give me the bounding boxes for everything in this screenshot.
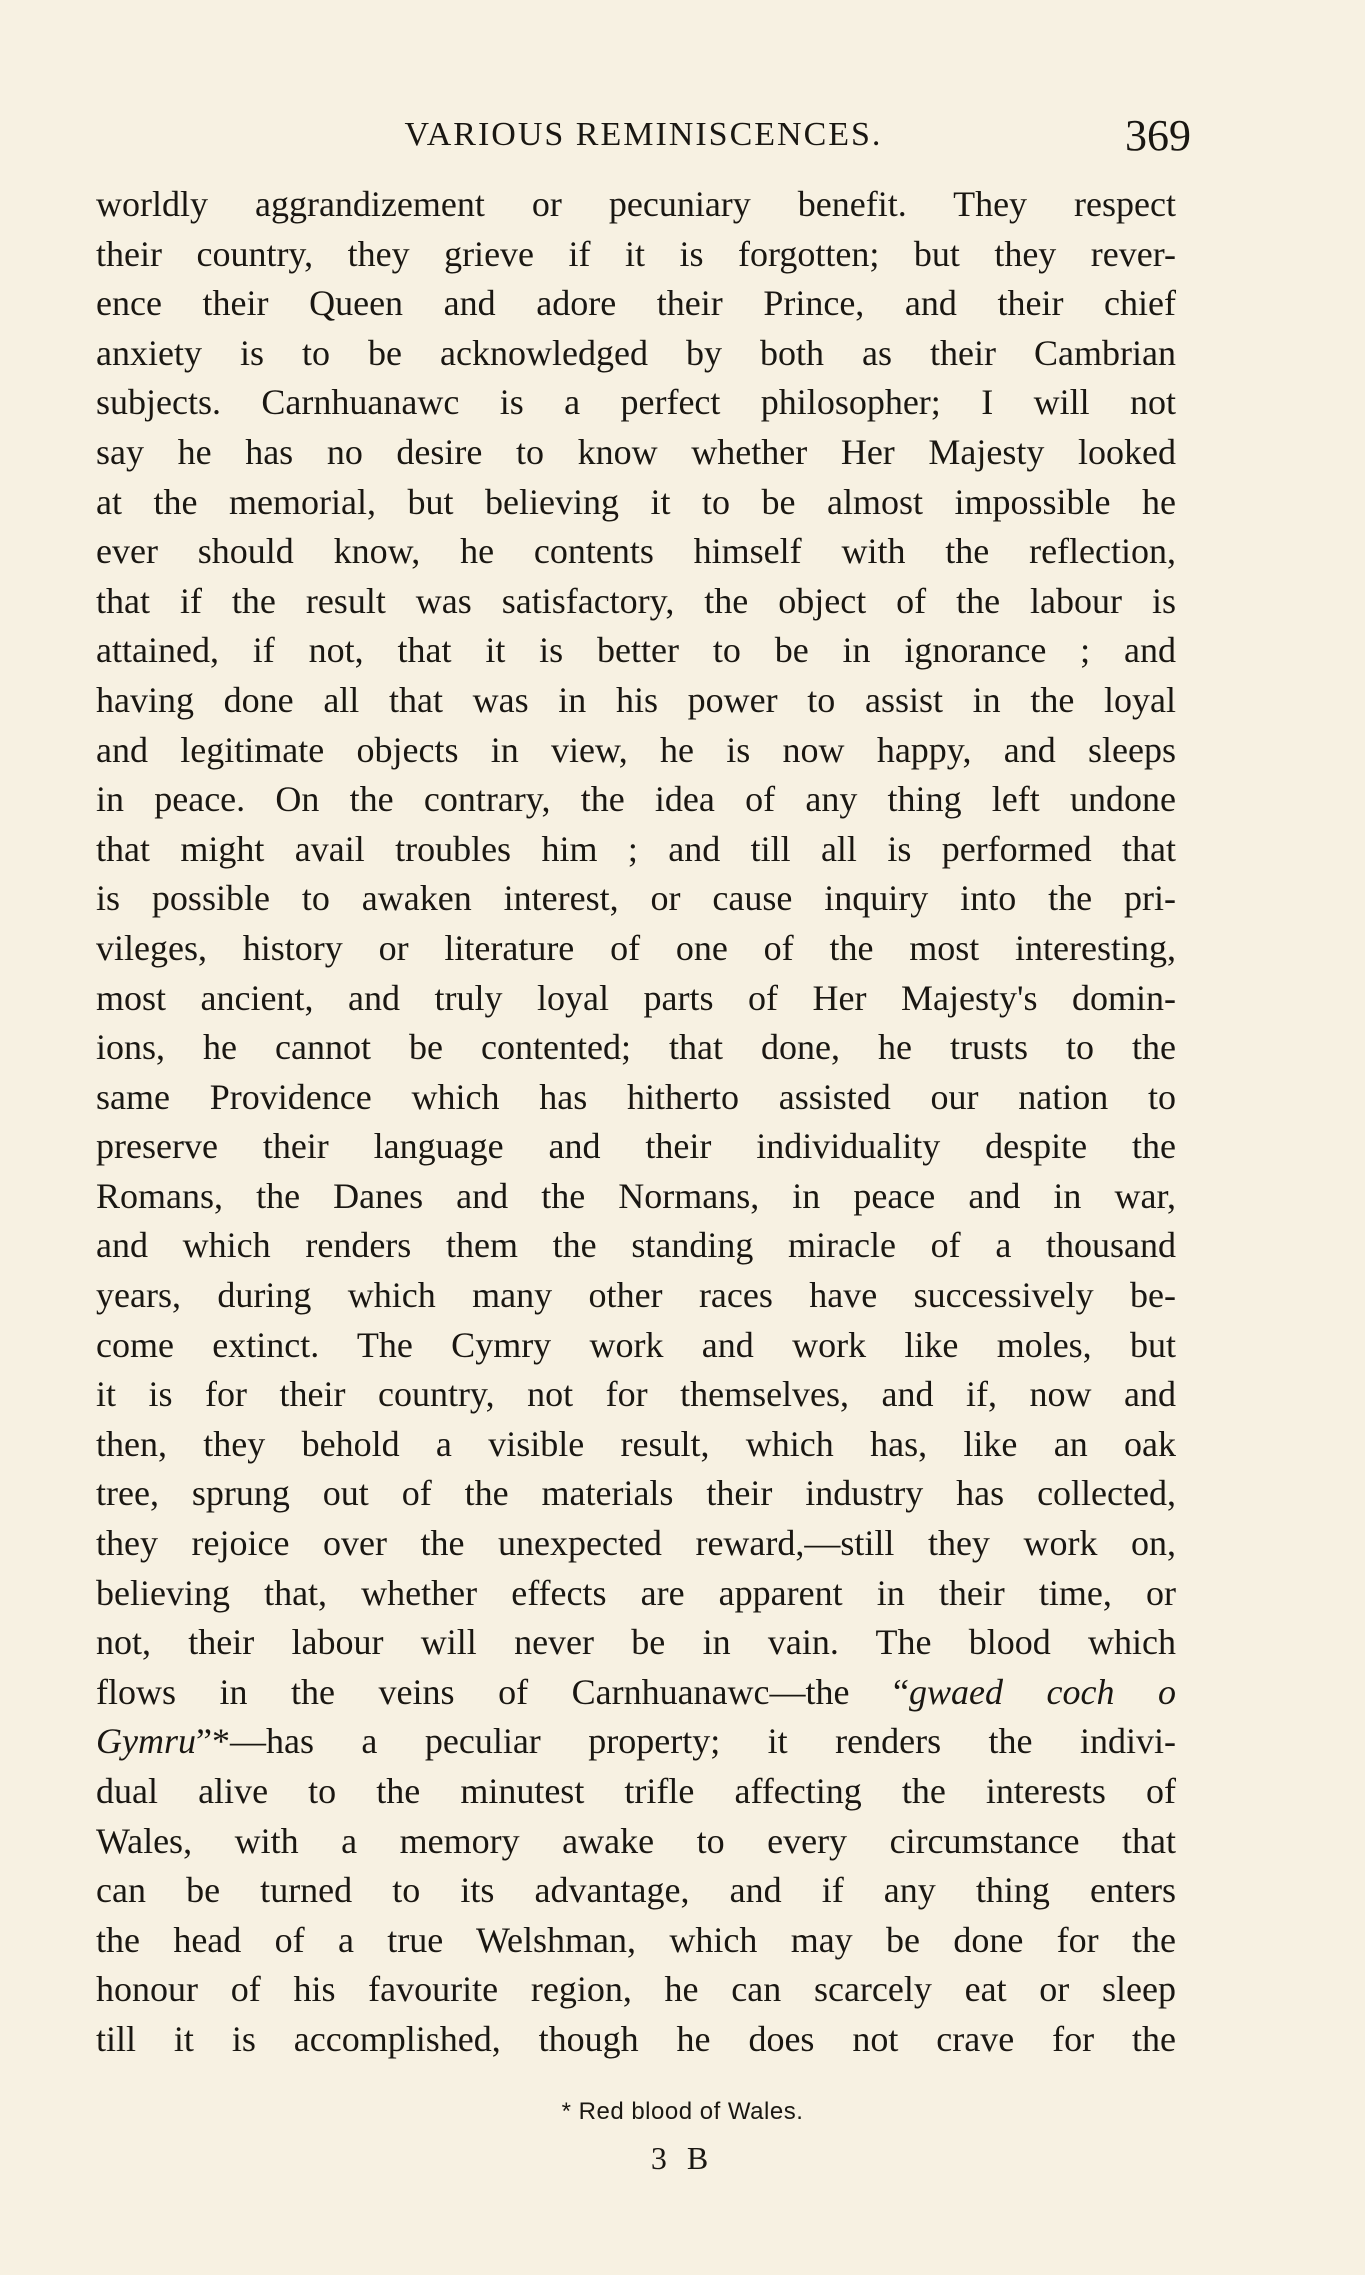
text-line: at the memorial, but believing it to be almost impossible he: [96, 481, 1176, 522]
running-head: VARIOUS REMINISCENCES.: [404, 116, 883, 153]
text-line: till it is accomplished, though he does not crave for the: [96, 2018, 1176, 2059]
text-line: preserve their language and their individuality despite the: [96, 1126, 1176, 1167]
text-line: come extinct. The Cymry work and work like moles, but: [96, 1324, 1176, 1365]
text-line: ions, he cannot be contented; that done, he trusts to the: [96, 1027, 1176, 1068]
text-fragment: ”*—has a peculiar property; it renders the indivi-: [195, 1721, 1176, 1762]
signature-mark: 3 B: [650, 2140, 715, 2176]
text-line: the head of a true Welshman, which may be done for the: [96, 1919, 1176, 1960]
text-line: honour of his favourite region, he can scarcely eat or sleep: [96, 1969, 1176, 2010]
text-line: ever should know, he contents himself with the reflection,: [96, 531, 1176, 572]
text-line: Wales, with a memory awake to every circumstance that: [96, 1820, 1176, 1861]
italic-welsh-phrase: gwaed coch o: [908, 1671, 1176, 1712]
text-line: in peace. On the contrary, the idea of any thing left undone: [96, 779, 1176, 820]
text-line: that might avail troubles him ; and till all is performed that: [96, 828, 1176, 869]
body-text: [96, 180, 1176, 2065]
text-line: it is for their country, not for themselves, and if, now and: [96, 1374, 1176, 1415]
text-line: can be turned to its advantage, and if any thing enters: [96, 1870, 1176, 1911]
text-fragment: flows in the veins of Carnhuanawc—the “: [96, 1671, 909, 1712]
text-line: vileges, history or literature of one of the most interesting,: [96, 927, 1176, 968]
text-line: years, during which many other races have successively be-: [96, 1275, 1176, 1316]
text-line: dual alive to the minutest trifle affecting the interests of: [96, 1771, 1176, 1811]
italic-welsh-phrase: Gymru: [96, 1721, 196, 1762]
text-line: attained, if not, that it is better to be in ignorance ; and: [96, 630, 1176, 671]
page-header: [96, 110, 1191, 170]
page-number: 369: [1125, 111, 1191, 160]
text-line: tree, sprung out of the materials their industry has collected,: [96, 1473, 1176, 1514]
text-line: that if the result was satisfactory, the object of the labour is: [96, 580, 1176, 621]
text-line: their country, they grieve if it is forgotten; but they rever-: [96, 233, 1176, 274]
text-line: subjects. Carnhuanawc is a perfect philosopher; I will not: [96, 382, 1176, 423]
text-line: and legitimate objects in view, he is now happy, and sleeps: [96, 729, 1176, 770]
text-line: worldly aggrandizement or pecuniary benefit. They respect: [96, 184, 1176, 224]
text-line: they rejoice over the unexpected reward,—still they work on,: [96, 1523, 1176, 1564]
text-line: anxiety is to be acknowledged by both as their Cambrian: [96, 332, 1176, 373]
text-line: same Providence which has hitherto assisted our nation to: [96, 1076, 1176, 1117]
text-line: Romans, the Danes and the Normans, in peace and in war,: [96, 1175, 1176, 1216]
text-line: and which renders them the standing miracle of a thousand: [96, 1225, 1176, 1266]
text-line: most ancient, and truly loyal parts of Her Majesty's domin-: [96, 977, 1176, 1018]
text-line: [96, 1717, 1176, 1767]
text-line: [96, 1668, 1176, 1718]
text-line: say he has no desire to know whether Her Majesty looked: [96, 431, 1176, 472]
text-line: ence their Queen and adore their Prince, and their chief: [96, 283, 1176, 324]
text-line: then, they behold a visible result, which has, like an oak: [96, 1423, 1176, 1464]
text-line: having done all that was in his power to assist in the loyal: [96, 679, 1176, 720]
text-line: believing that, whether effects are apparent in their time, or: [96, 1572, 1176, 1613]
text-line: not, their labour will never be in vain. The blood which: [96, 1622, 1176, 1663]
footnote: * Red blood of Wales.: [561, 2098, 804, 2125]
text-line: is possible to awaken interest, or cause inquiry into the pri-: [96, 878, 1176, 919]
